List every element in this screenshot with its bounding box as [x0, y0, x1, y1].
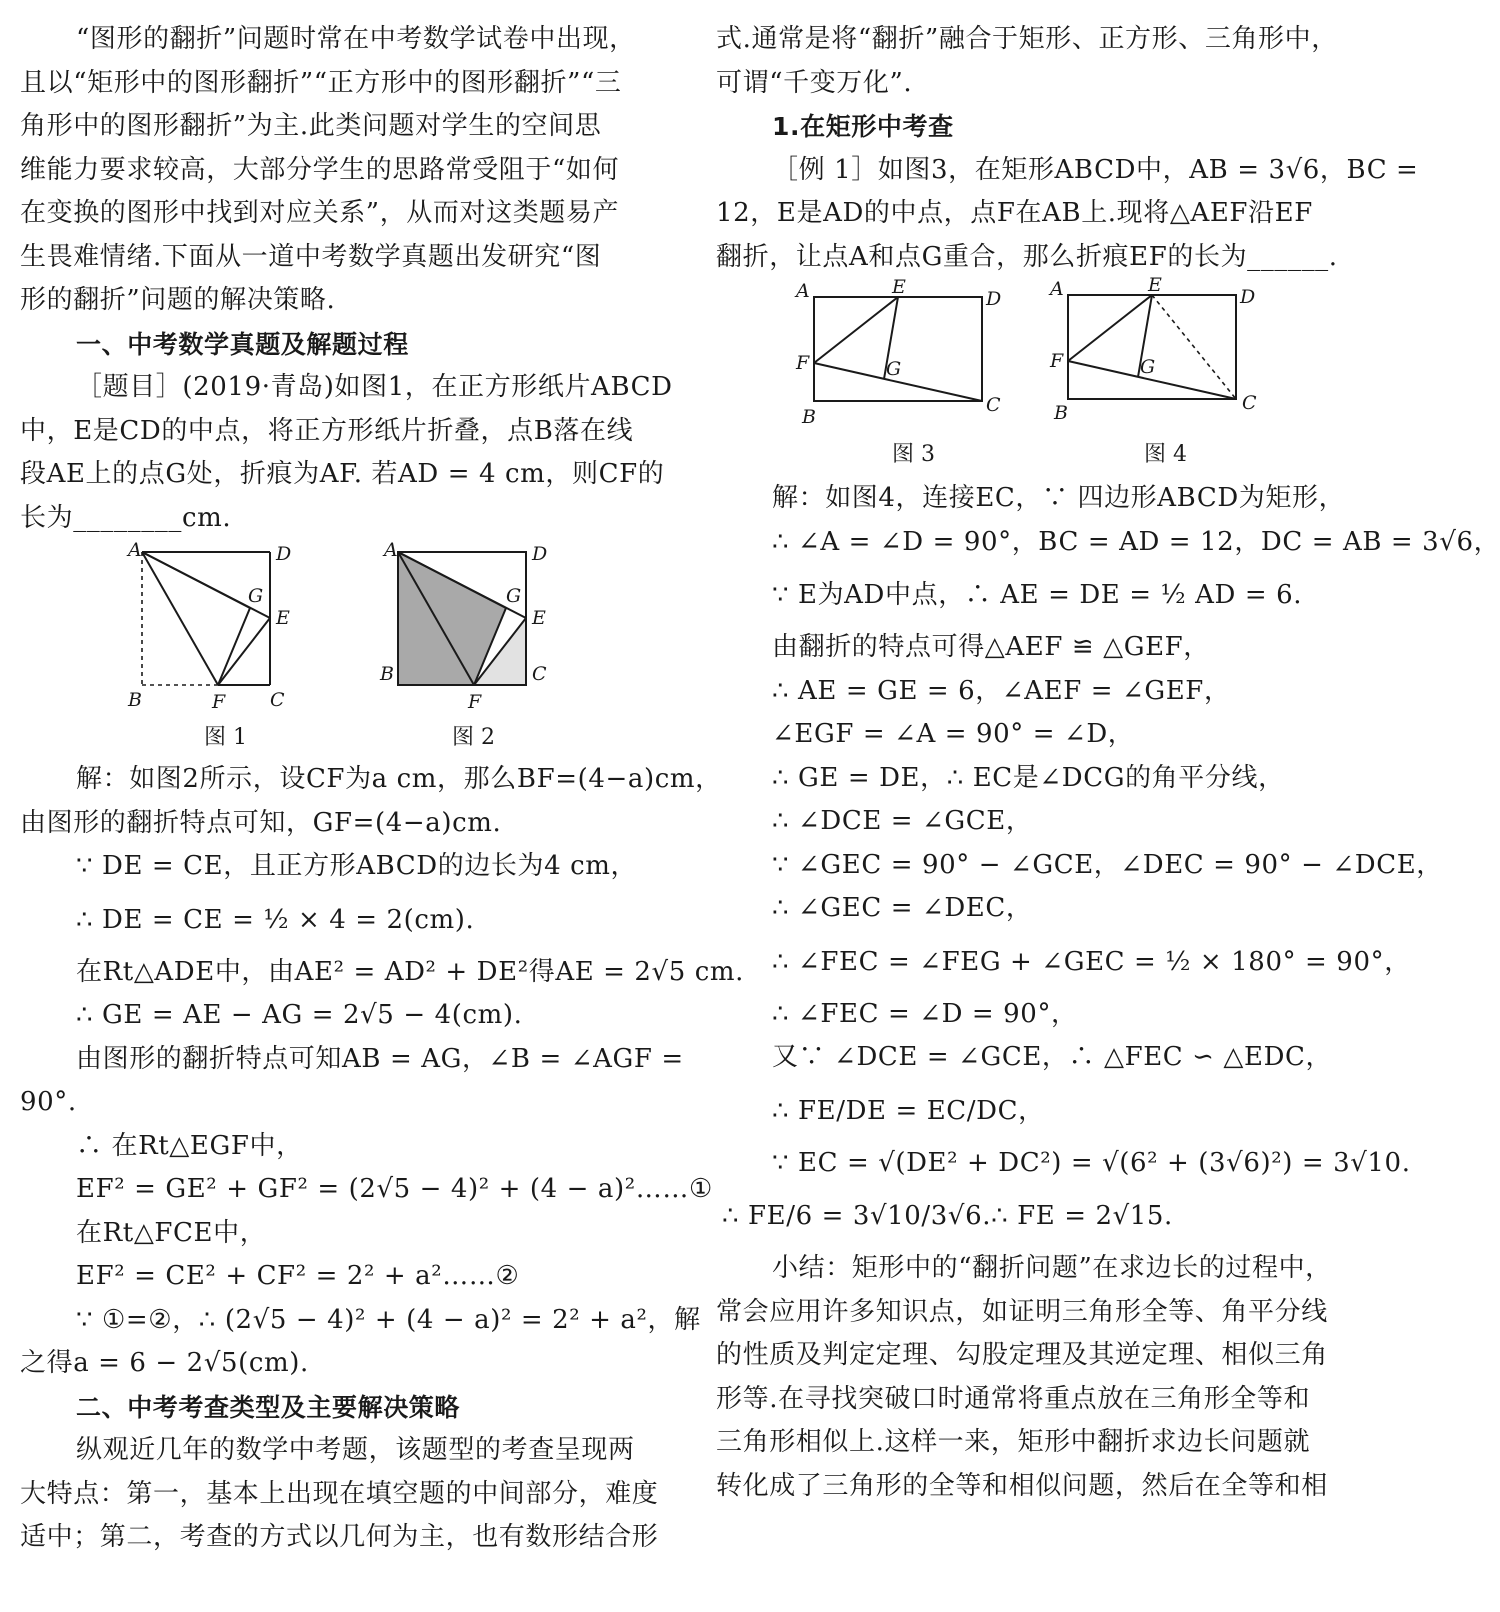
solution-line: ∴ ∠DCE = ∠GCE， [772, 806, 1033, 836]
problem-line: 中，E是CD的中点，将正方形纸片折叠，点B落在线 [20, 415, 634, 446]
fig3-label-f: F [796, 352, 810, 374]
solution-line: ∴ FE/6 = 3√10/3√6.∴ FE = 2√15. [722, 1201, 1173, 1231]
example-line: 翻折，让点A和点G重合，那么折痕EF的长为______. [716, 241, 1338, 272]
figure-row-1-2 [20, 540, 670, 758]
solution-line: 又∵ ∠DCE = ∠GCE，∴ △FEC ∽ △EDC， [772, 1042, 1333, 1072]
fig3-label-g: G [886, 358, 902, 380]
solution-line: 由图形的翻折特点可知AB = AG，∠B = ∠AGF = [76, 1043, 684, 1074]
solution-line: ∴ GE = AE − AG = 2√5 − 4(cm). [76, 1000, 523, 1030]
figure-2 [376, 540, 576, 719]
fig3-label-d: D [986, 288, 1002, 310]
solution-line: 由图形的翻折特点可知，GF=(4−a)cm. [20, 807, 502, 838]
fig1-label-d: D [276, 543, 292, 565]
intro-line: 维能力要求较高，大部分学生的思路常受阻于“如何 [20, 154, 620, 185]
intro-line: 生畏难情绪.下面从一道中考数学真题出发研究“图 [20, 241, 602, 272]
solution-line: ∵ DE = CE，且正方形ABCD的边长为4 cm， [76, 851, 638, 881]
problem-line: ［题目］(2019·青岛)如图1，在正方形纸片ABCD [76, 372, 673, 402]
summary-line: 的性质及判定定理、勾股定理及其逆定理、相似三角 [716, 1340, 1328, 1370]
solution-line: 90°. [20, 1087, 77, 1117]
fig4-label-e: E [1148, 274, 1162, 296]
fig4-label-f: F [1050, 350, 1064, 372]
fig3-label-e: E [892, 276, 906, 298]
fig4-label-g: G [1140, 356, 1156, 378]
fig2-label-g: G [506, 585, 522, 607]
intro-line: 角形中的图形翻折”为主.此类问题对学生的空间思 [20, 111, 602, 141]
solution-line: 由翻折的特点可得△AEF ≌ △GEF， [772, 632, 1210, 662]
sub-heading: 1.在矩形中考查 [772, 112, 954, 141]
example-line: 12，E是AD的中点，点F在AB上.现将△AEF沿EF [716, 198, 1313, 228]
intro-line: 形的翻折”问题的解决策略. [20, 285, 336, 315]
solution-line: ∴ ∠FEC = ∠D = 90°， [772, 998, 1078, 1029]
example-line: ［例 1］如图3，在矩形ABCD中，AB = 3√6，BC = [772, 154, 1419, 185]
summary-line: 常会应用许多知识点，如证明三角形全等、角平分线 [716, 1296, 1328, 1327]
solution-line: EF² = CE² + CF² = 2² + a²……② [76, 1261, 520, 1291]
figure-1-caption: 图 1 [204, 725, 247, 750]
solution-line: ∴ 在Rt△EGF中， [76, 1130, 303, 1161]
section2-line: 纵观近几年的数学中考题，该题型的考查呈现两 [76, 1435, 635, 1465]
cont-line: 可谓“千变万化”. [716, 67, 913, 98]
solution-line: ∴ ∠GEC = ∠DEC， [772, 893, 1033, 923]
problem-line: 长为________cm. [20, 502, 232, 533]
left-column [20, 18, 744, 1560]
fig3-label-a: A [796, 280, 810, 302]
solution-line: 之得a = 6 − 2√5(cm). [20, 1348, 309, 1378]
fig2-label-d: D [532, 543, 548, 565]
intro-line: “图形的翻折”问题时常在中考数学试卷中出现， [76, 24, 636, 54]
fig4-label-b: B [1054, 402, 1068, 424]
solution-line: ∵ ∠GEC = 90° − ∠GCE，∠DEC = 90° − ∠DCE， [772, 849, 1443, 880]
section2-line: 适中；第二，考查的方式以几何为主，也有数形结合形 [20, 1522, 659, 1552]
figure-1 [120, 540, 320, 719]
right-column [716, 18, 1500, 1508]
solution-line: 在Rt△FCE中， [76, 1217, 267, 1248]
solution-line: EF² = GE² + GF² = (2√5 − 4)² + (4 − a)²……① [76, 1174, 713, 1204]
fig4-label-d: D [1240, 286, 1256, 308]
fig1-label-g: G [248, 585, 264, 607]
fig3-label-c: C [986, 394, 1001, 416]
solution-line: ∵ EC = √(DE² + DC²) = √(6² + (3√6)²) = 3√10. [772, 1147, 1411, 1178]
solution-line: 在Rt△ADE中，由AE² = AD² + DE²得AE = 2√5 cm. [76, 956, 744, 987]
solution-line: ∵ ①=②，∴ (2√5 − 4)² + (4 − a)² = 2² + a²，解 [76, 1304, 701, 1335]
fig1-label-f: F [212, 691, 226, 713]
solution-line: ∠EGF = ∠A = 90° = ∠D， [772, 719, 1135, 749]
summary-line: 三角形相似上.这样一来，矩形中翻折求边长问题就 [716, 1427, 1311, 1457]
section-heading: 二、中考考查类型及主要解决策略 [76, 1392, 461, 1422]
solution-line: ∴ ∠A = ∠D = 90°，BC = AD = 12，DC = AB = 3√6， [772, 526, 1500, 557]
intro-line: 在变换的图形中找到对应关系”，从而对这类题易产 [20, 198, 620, 228]
problem-line: 段AE上的点G处，折痕为AF. 若AD = 4 cm，则CF的 [20, 459, 665, 489]
fig4-label-a: A [1050, 278, 1064, 300]
solution-line: 解：如图4，连接EC，∵ 四边形ABCD为矩形， [772, 483, 1346, 513]
fig1-label-a: A [128, 539, 142, 561]
solution-line: ∴ GE = DE，∴ EC是∠DCG的角平分线， [772, 762, 1285, 793]
summary-line: 转化成了三角形的全等和相似问题，然后在全等和相 [716, 1470, 1328, 1501]
cont-line: 式.通常是将“翻折”融合于矩形、正方形、三角形中， [716, 24, 1338, 54]
summary-line: 小结：矩形中的“翻折问题”在求边长的过程中， [772, 1253, 1332, 1283]
fig1-label-e: E [276, 607, 290, 629]
figure-3-caption: 图 3 [892, 442, 935, 467]
fig2-label-e: E [532, 607, 546, 629]
fig3-label-b: B [802, 406, 816, 428]
solution-line: ∴ ∠FEC = ∠FEG + ∠GEC = ½ × 180° = 90°， [772, 946, 1411, 977]
fig1-label-b: B [128, 689, 142, 711]
fig1-label-c: C [270, 689, 285, 711]
fig4-label-c: C [1242, 392, 1257, 414]
solution-line: ∴ FE/DE = EC/DC， [772, 1095, 1045, 1126]
fig2-label-c: C [532, 663, 547, 685]
fig2-label-f: F [468, 691, 482, 713]
summary-line: 形等.在寻找突破口时通常将重点放在三角形全等和 [716, 1383, 1311, 1414]
solution-line: ∴ DE = CE = ½ × 4 = 2(cm). [76, 904, 475, 935]
figure-3 [786, 276, 1026, 437]
figure-row-3-4 [716, 274, 1380, 477]
fig2-label-b: B [380, 663, 394, 685]
solution-line: 解：如图2所示，设CF为a cm，那么BF=(4−a)cm， [76, 764, 722, 794]
section-heading: 一、中考数学真题及解题过程 [76, 329, 409, 359]
section2-line: 大特点：第一，基本上出现在填空题的中间部分，难度 [20, 1478, 659, 1509]
solution-line: ∵ E为AD中点，∴ AE = DE = ½ AD = 6. [772, 580, 1303, 610]
figure-4-caption: 图 4 [1144, 442, 1187, 467]
fig2-label-a: A [384, 539, 398, 561]
figure-2-caption: 图 2 [452, 725, 495, 750]
intro-line: 且以“矩形中的图形翻折”“正方形中的图形翻折”“三 [20, 67, 622, 98]
figure-4 [1040, 274, 1280, 433]
solution-line: ∴ AE = GE = 6，∠AEF = ∠GEF， [772, 675, 1231, 706]
